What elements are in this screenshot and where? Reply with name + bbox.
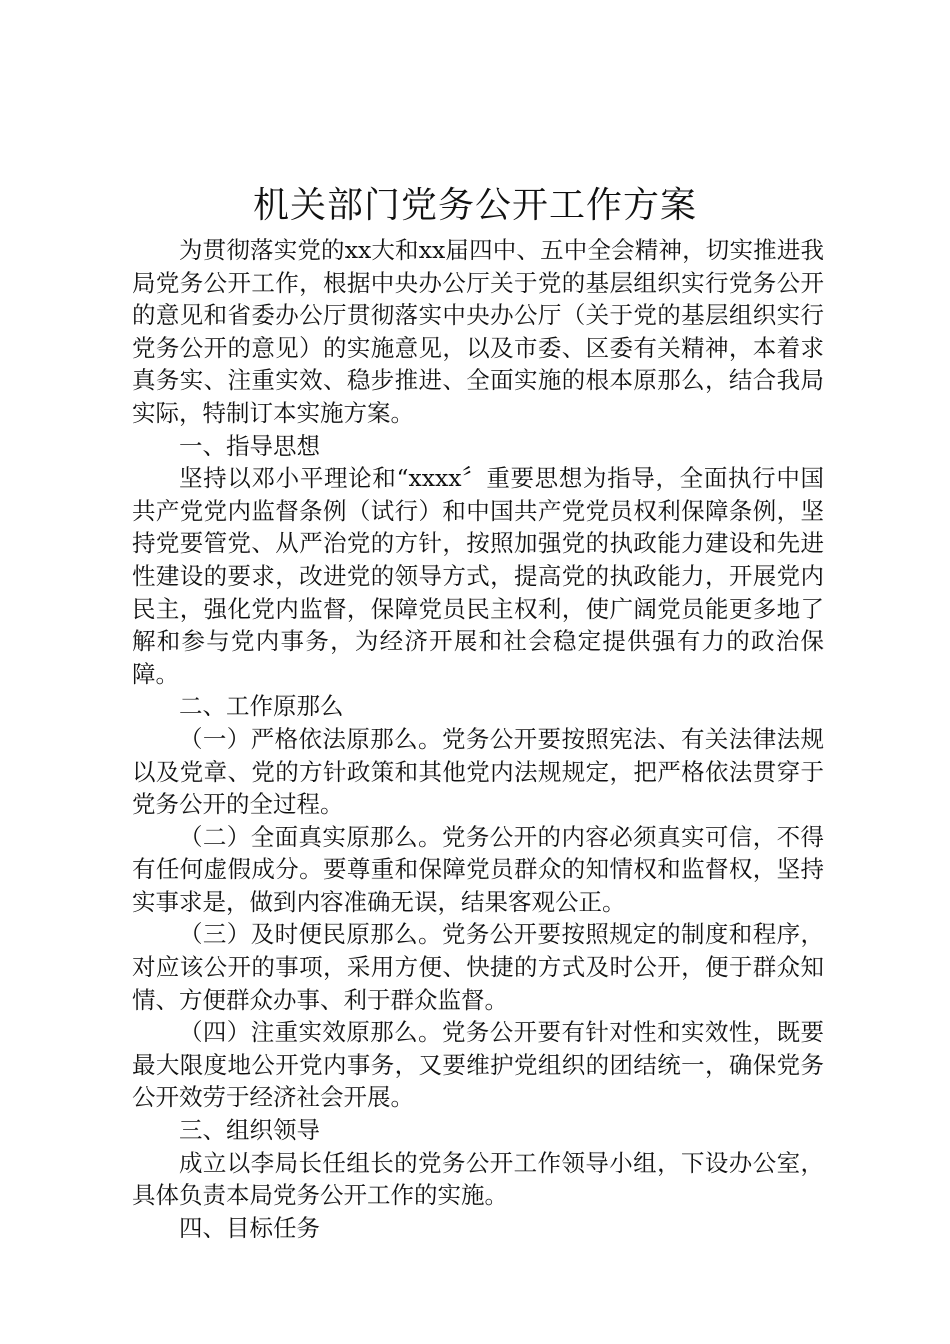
- principle-paragraph-3: （三）及时便民原那么。党务公开要按照规定的制度和程序，对应该公开的事项，采用方便、快捷的方式及时公开，便于群众知情、方便群众办事、利于群众监督。: [132, 920, 824, 1014]
- guiding-ideology-paragraph: 坚持以邓小平理论和“xxxx〞重要思想为指导，全面执行中国共产党党内监督条例（试行）和中国共产党党员权利保障条例，坚持党要管党、从严治党的方针，按照加强党的执政能力建设和先进性建设的要求，改进党的领导方式，提高党的执政能力，开展党内民主，强化党内监督，保障党员民主权利，使广阔党员能更多地了解和参与党内事务，为经济开展和社会稳定提供强有力的政治保障。: [132, 464, 824, 688]
- section-heading-objectives: 四、目标任务: [179, 1213, 320, 1242]
- intro-paragraph: 为贯彻落实党的xx大和xx届四中、五中全会精神，切实推进我局党务公开工作，根据中央办公厅关于党的基层组织实行党务公开的意见和省委办公厅贯彻落实中央办公厅（关于党的基层组织实行党务公开的意见）的实施意见，以及市委、区委有关精神，本着求真务实、注重实效、稳步推进、全面实施的根本原那么，结合我局实际，特制订本实施方案。: [132, 236, 824, 427]
- principle-paragraph-2: （二）全面真实原那么。党务公开的内容必须真实可信，不得有任何虚假成分。要尊重和保障党员群众的知情权和监督权，坚持实事求是，做到内容准确无误，结果客观公正。: [132, 822, 824, 916]
- section-heading-guiding-ideology: 一、指导思想: [179, 431, 320, 460]
- document-title: 机关部门党务公开工作方案: [252, 185, 697, 226]
- organization-paragraph: 成立以李局长任组长的党务公开工作领导小组，下设办公室，具体负责本局党务公开工作的实施。: [132, 1148, 824, 1210]
- principle-paragraph-4: （四）注重实效原那么。党务公开要有针对性和实效性，既要最大限度地公开党内事务，又要维护党组织的团结统一，确保党务公开效劳于经济社会开展。: [132, 1018, 824, 1112]
- section-heading-organization: 三、组织领导: [179, 1116, 320, 1145]
- document-body: [132, 234, 824, 1244]
- principle-paragraph-1: （一）严格依法原那么。党务公开要按照宪法、有关法律法规以及党章、党的方针政策和其他党内法规规定，把严格依法贯穿于党务公开的全过程。: [132, 724, 824, 819]
- section-heading-work-principles: 二、工作原那么: [179, 692, 344, 721]
